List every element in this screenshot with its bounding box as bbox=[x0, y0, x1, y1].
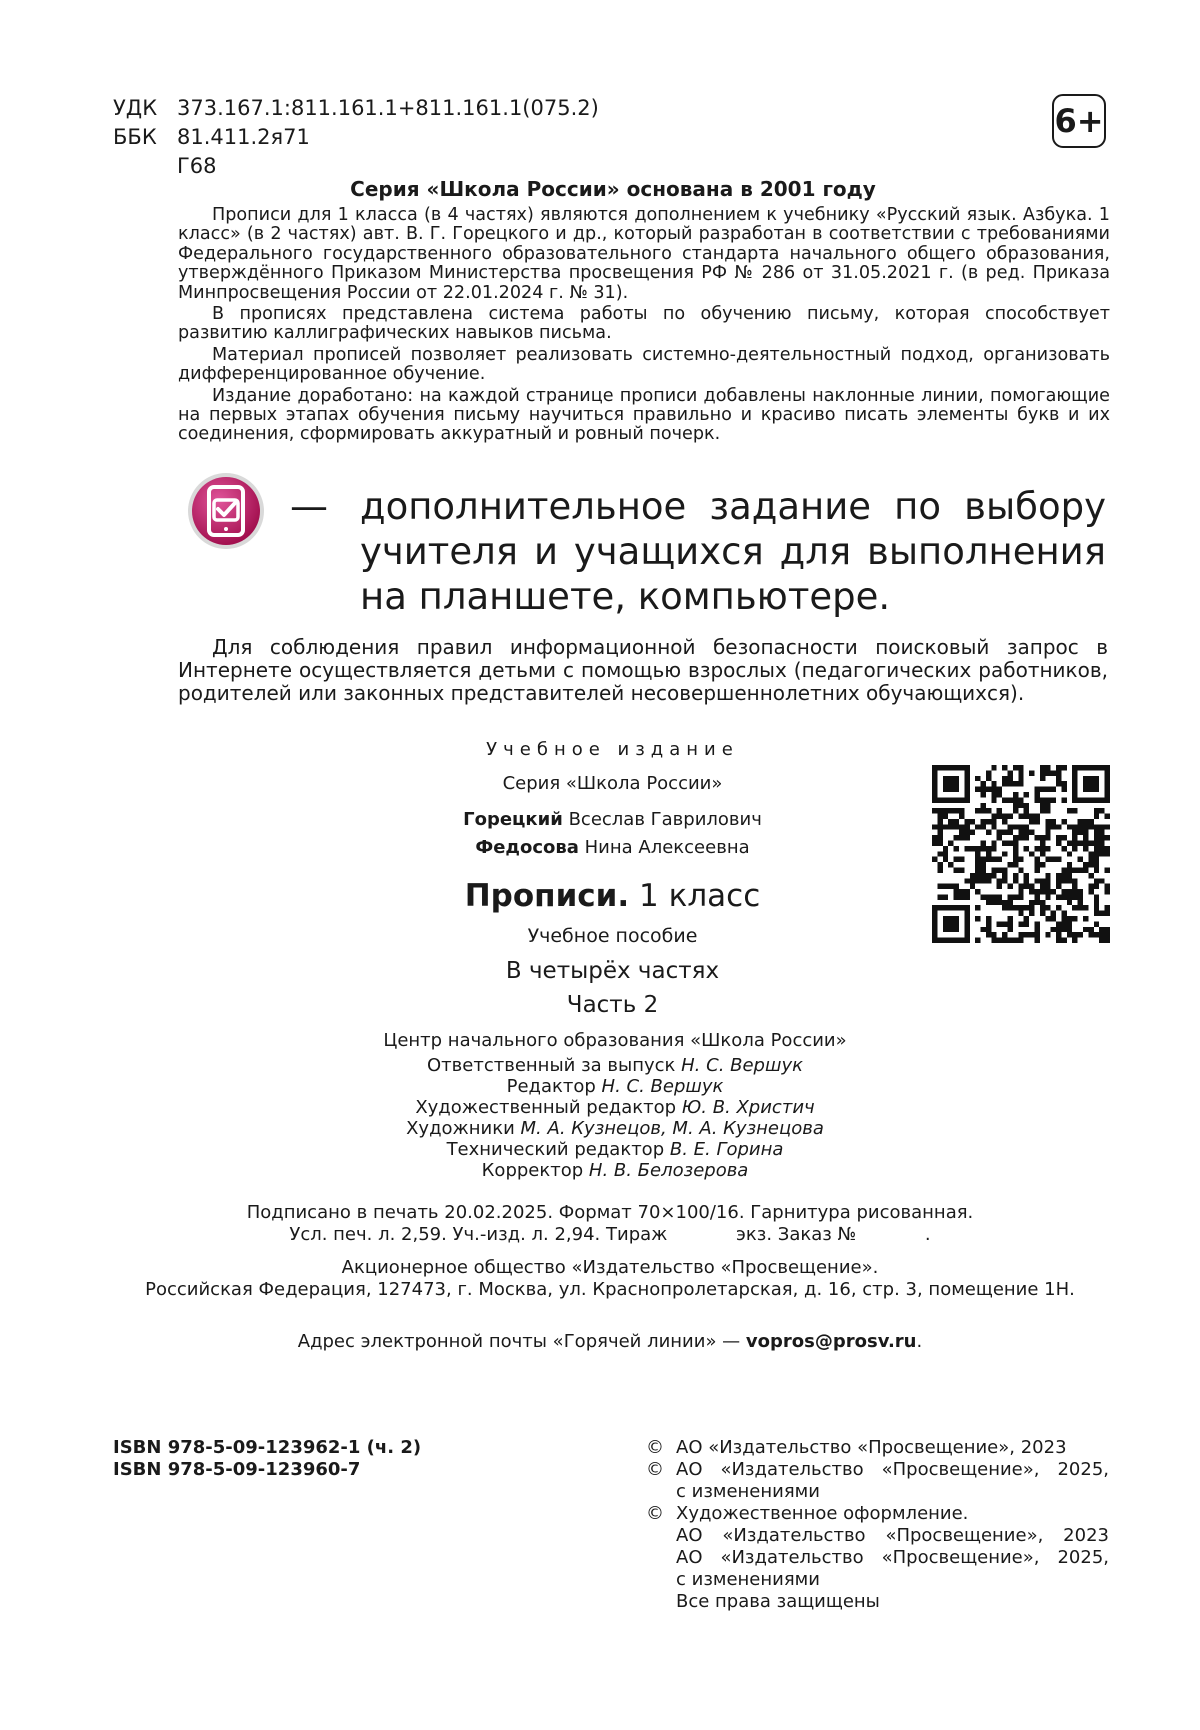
intro-paragraph: Издание доработано: на каждой странице прописи добавлены наклонные линии, помогающие на первых этапах обучения письму научиться правильно и красиво писать элементы букв и их соединения, сформировать аккуратный и ровный почерк. bbox=[178, 385, 1110, 445]
book-title-main: Прописи. bbox=[464, 878, 630, 914]
credit-name: Н. С. Вершук bbox=[601, 1076, 724, 1097]
legend-dash: — bbox=[290, 484, 328, 528]
author-1 bbox=[430, 808, 795, 832]
safety-note bbox=[178, 636, 1108, 705]
credit-name: В. Е. Горина bbox=[669, 1139, 784, 1160]
intro-paragraph: Материал прописей позволяет реализовать системно-деятельностный подход, организовать дифференцированное обучение. bbox=[178, 344, 1110, 385]
credit-row bbox=[230, 1076, 1000, 1097]
udk-row bbox=[113, 94, 599, 123]
book-subtitle: Учебное пособие bbox=[527, 925, 698, 947]
credit-role: Ответственный за выпуск bbox=[427, 1055, 676, 1076]
hotline bbox=[160, 1330, 1060, 1354]
author-mark: Г68 bbox=[177, 154, 217, 178]
isbn-block bbox=[113, 1437, 421, 1481]
author-2 bbox=[430, 836, 795, 860]
credits-block bbox=[230, 1030, 1000, 1181]
publisher-info bbox=[60, 1257, 1160, 1301]
age-rating-badge: 6+ bbox=[1052, 94, 1106, 148]
copyright-entry bbox=[646, 1459, 1109, 1503]
copyright-icon: © bbox=[646, 1503, 664, 1524]
credit-row bbox=[230, 1139, 1000, 1160]
book-title-grade: 1 класс bbox=[639, 878, 761, 914]
qr-code bbox=[932, 765, 1110, 943]
classification-block bbox=[113, 94, 599, 181]
isbn-line: ISBN 978-5-09-123960-7 bbox=[113, 1459, 361, 1480]
hotline-email-link[interactable]: vopros@prosv.ru bbox=[745, 1331, 917, 1352]
copyright-line: АО «Издательство «Просвещение», 2025, bbox=[676, 1547, 1109, 1568]
legend-text: дополнительное задание по выбору учителя и учащихся для выполнения на планшете, компьютере. bbox=[360, 485, 1106, 618]
series-heading: Серия «Школа России» основана в 2001 году bbox=[350, 177, 876, 201]
copyright-line: АО «Издательство «Просвещение», 2025, bbox=[676, 1459, 1109, 1480]
copyright-line: Художественное оформление. bbox=[676, 1503, 969, 1524]
copyright-entry bbox=[646, 1503, 1109, 1613]
intro-paragraph: Прописи для 1 класса (в 4 частях) являются дополнением к учебнику «Русский язык. Азбука. 1 класс» (в 2 частях) авт. В. Г. Горецкого и др., который разработан в соответствии с требованиями Федерального государственного образовательного стандарта начального общего образования, утверждённого Приказом Министерства просвещения РФ № 286 от 31.05.2021 г. (в ред. Приказа Минпросвещения России от 22.01.2024 г. № 31). bbox=[178, 205, 1110, 303]
copyright-line: АО «Издательство «Просвещение», 2023 bbox=[676, 1525, 1109, 1546]
series-name: Серия «Школа России» bbox=[502, 773, 723, 794]
credit-name: Ю. В. Христич bbox=[681, 1097, 815, 1118]
credit-row bbox=[230, 1097, 1000, 1118]
education-center: Центр начального образования «Школа России» bbox=[383, 1030, 847, 1051]
credit-row bbox=[230, 1160, 1000, 1181]
credit-role: Редактор bbox=[506, 1076, 596, 1097]
bbk-label: ББК bbox=[113, 125, 157, 149]
bbk-value: 81.411.2я71 bbox=[177, 125, 310, 149]
print-info-line: Усл. печ. л. 2,59. Уч.-изд. л. 2,94. Тираж экз. Заказ № . bbox=[289, 1224, 931, 1245]
intro-text bbox=[178, 206, 1110, 445]
copyright-icon: © bbox=[646, 1459, 664, 1480]
book-title bbox=[430, 876, 795, 916]
print-info bbox=[160, 1202, 1060, 1246]
author-2-name: Нина Алексеевна bbox=[584, 837, 750, 858]
copyright-line: с изменениями bbox=[676, 1569, 820, 1590]
edition-label: Учебное издание bbox=[486, 739, 739, 760]
intro-paragraph: В прописях представлена система работы по обучению письму, которая способствует развитию каллиграфических навыков письма. bbox=[178, 304, 1110, 344]
tablet-check-icon bbox=[186, 471, 266, 551]
hotline-label: Адрес электронной почты «Горячей линии» — bbox=[297, 1331, 741, 1352]
copyright-icon: © bbox=[646, 1437, 664, 1458]
safety-note-text: Для соблюдения правил информационной безопасности поисковый запрос в Интернете осуществляется детьми с помощью взрослых (педагогических работников, родителей или законных представителей несовершеннолетних обучающихся). bbox=[178, 635, 1108, 705]
credit-role: Корректор bbox=[481, 1160, 584, 1181]
credit-row bbox=[230, 1055, 1000, 1076]
author-2-surname: Федосова bbox=[475, 837, 579, 858]
credit-role: Технический редактор bbox=[446, 1139, 665, 1160]
credit-name: Н. С. Вершук bbox=[681, 1055, 803, 1076]
author-1-name: Всеслав Гаврилович bbox=[568, 809, 762, 830]
copyright-line: Все права защищены bbox=[676, 1591, 880, 1612]
isbn-line: ISBN 978-5-09-123962-1 (ч. 2) bbox=[113, 1437, 422, 1458]
credit-name: М. А. Кузнецов, М. А. Кузнецова bbox=[520, 1118, 824, 1139]
copyright-line: с изменениями bbox=[676, 1481, 820, 1502]
credit-name: Н. В. Белозерова bbox=[588, 1160, 749, 1181]
book-part-number: Часть 2 bbox=[566, 992, 659, 1018]
credit-row bbox=[230, 1118, 1000, 1139]
credit-role: Художественный редактор bbox=[415, 1097, 677, 1118]
print-info-line: Подписано в печать 20.02.2025. Формат 70×100/16. Гарнитура рисованная. bbox=[246, 1202, 974, 1223]
book-parts: В четырёх частях bbox=[505, 958, 720, 984]
udk-label: УДК bbox=[113, 96, 158, 120]
copyright-block bbox=[646, 1437, 1109, 1613]
publisher-address: Российская Федерация, 127473, г. Москва, ул. Краснопролетарская, д. 16, стр. 3, помещение 1Н. bbox=[145, 1279, 1075, 1300]
copyright-entry bbox=[646, 1437, 1109, 1459]
bbk-row bbox=[113, 123, 599, 152]
credit-role: Художники bbox=[406, 1118, 515, 1139]
hotline-end: . bbox=[916, 1331, 923, 1352]
udk-value: 373.167.1:811.161.1+811.161.1(075.2) bbox=[177, 96, 599, 120]
author-1-surname: Горецкий bbox=[463, 809, 563, 830]
copyright-line: АО «Издательство «Просвещение», 2023 bbox=[676, 1437, 1067, 1458]
publisher-name: Акционерное общество «Издательство «Просвещение». bbox=[341, 1257, 879, 1278]
